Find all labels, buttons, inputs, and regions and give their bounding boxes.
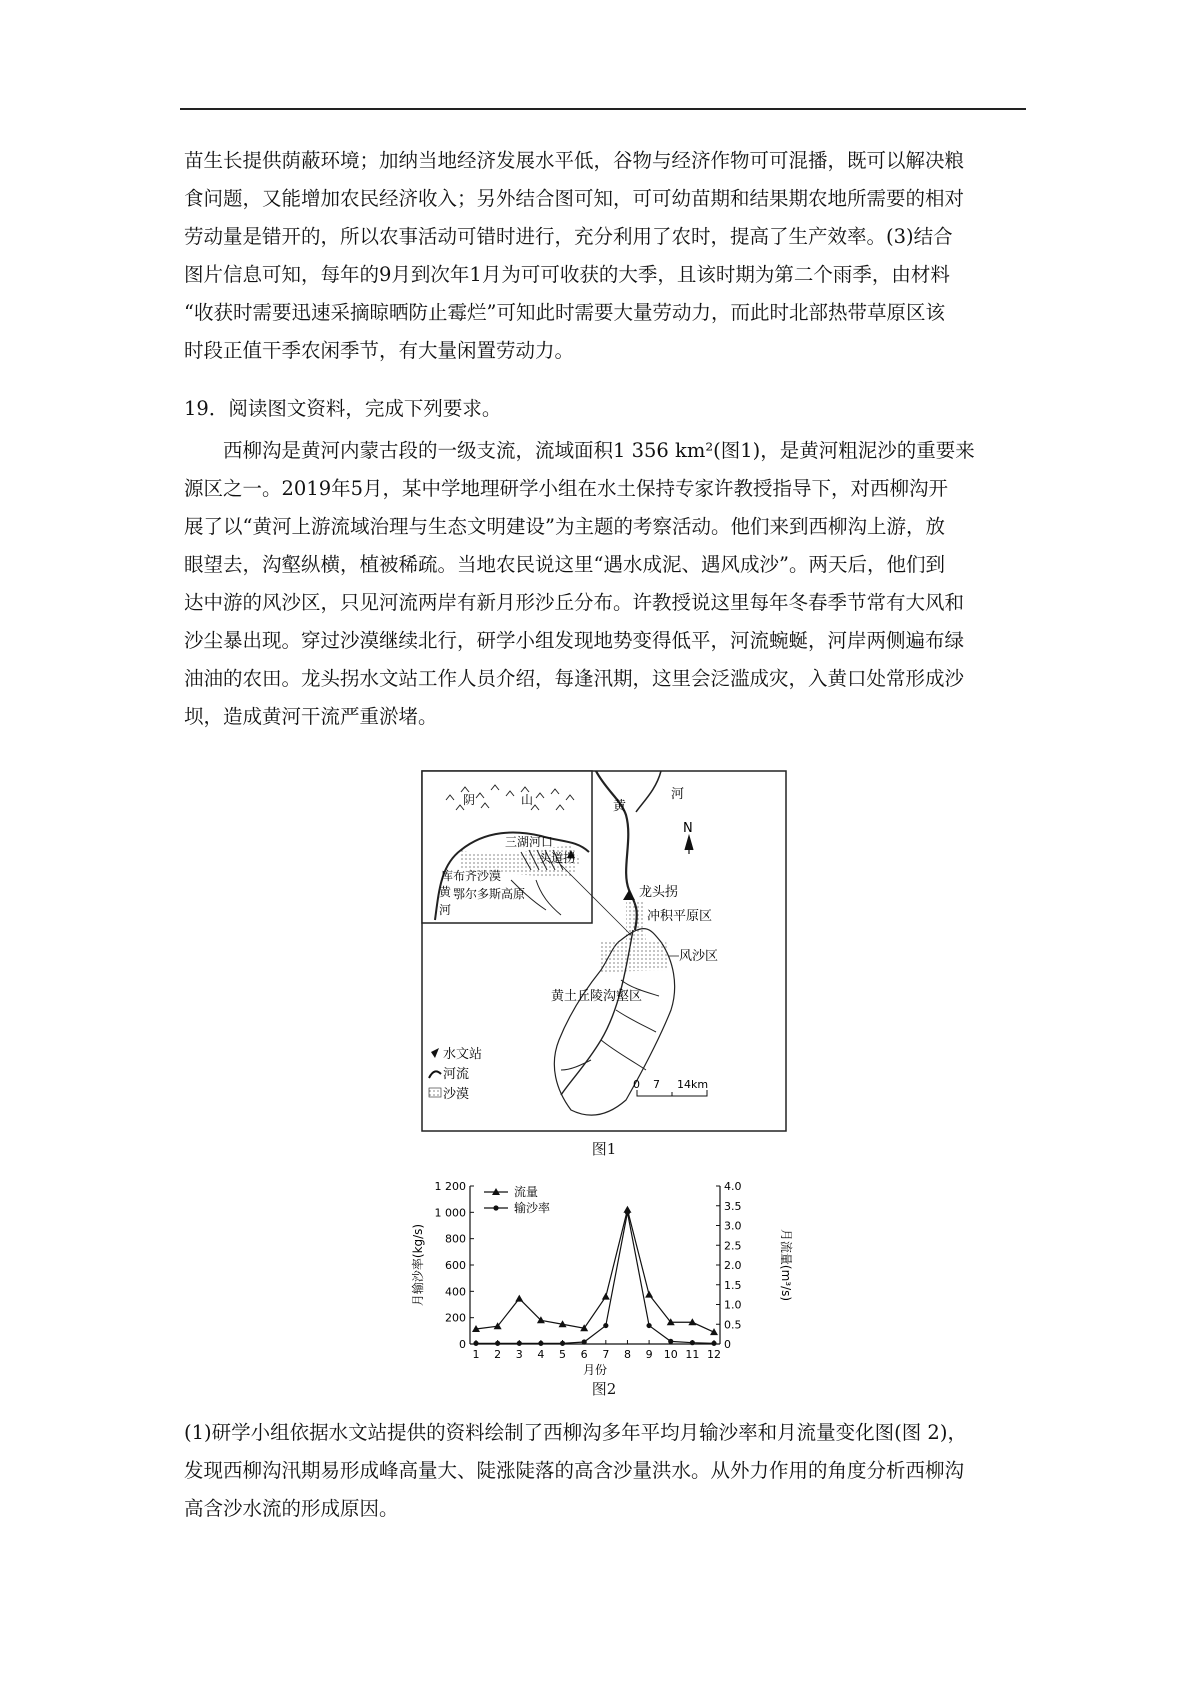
label-toudao: 头道拐 — [539, 851, 576, 865]
right-tick-label: 2.5 — [724, 1239, 742, 1253]
left-tick-label: 1 200 — [434, 1180, 466, 1193]
left-tick-label: 1 000 — [434, 1206, 466, 1220]
right-axis-title: 月流量(m³/s) — [779, 1228, 793, 1302]
subquestion-1 — [184, 1414, 1026, 1528]
flow-point — [645, 1291, 653, 1298]
legend-label-2: 输沙率 — [514, 1201, 551, 1215]
right-tick-label: 2.0 — [724, 1259, 742, 1272]
left-tick-label: 600 — [445, 1259, 466, 1272]
sediment-point — [625, 1210, 630, 1215]
flow-point — [602, 1293, 610, 1300]
plain-zone — [626, 900, 646, 940]
answer-paragraph — [184, 142, 1026, 370]
text-line: (1)研学小组依据水文站提供的资料绘制了西柳沟多年平均月输沙率和月流量变化图(图 2)， — [184, 1421, 967, 1444]
sediment-point — [668, 1339, 673, 1344]
flow-point — [515, 1295, 523, 1302]
left-tick-label: 200 — [445, 1311, 466, 1325]
label-main-he: 河 — [671, 787, 685, 802]
text-line: 眼望去，沟壑纵横，植被稀疏。当地农民说这里“遇水成泥、遇风成沙”。两天后，他们到 — [184, 553, 945, 576]
legend-river-label: 河流 — [443, 1067, 470, 1082]
x-tick-label: 1 — [472, 1348, 480, 1361]
label-longtou: 龙头拐 — [639, 885, 679, 900]
figure2-chart — [408, 1172, 798, 1376]
label-loess: 黄土丘陵沟壑区 — [551, 989, 643, 1004]
label-sanhu: 三湖河口 — [505, 835, 554, 849]
label-ordos: 鄂尔多斯高原 — [453, 887, 526, 901]
left-tick-label: 400 — [445, 1285, 466, 1299]
text-line: 图片信息可知，每年的9月到次年1月为可可收获的大季，且该时期为第二个雨季，由材料 — [184, 263, 950, 286]
right-tick-label: 3.0 — [724, 1219, 742, 1233]
text-line: 沙尘暴出现。穿过沙漠继续北行，研学小组发现地势变得低平，河流蜿蜒，河岸两侧遍布绿 — [184, 629, 965, 652]
x-tick-label: 11 — [685, 1348, 700, 1361]
x-tick-label: 4 — [537, 1348, 545, 1361]
text-line: 达中游的风沙区，只见河流两岸有新月形沙丘分布。许教授说这里每年冬春季节常有大风和 — [184, 591, 965, 614]
scale-tick-7: 7 — [653, 1078, 660, 1091]
sediment-point — [495, 1341, 500, 1346]
text-line: 高含沙水流的形成原因。 — [184, 1497, 399, 1520]
x-tick-label: 8 — [623, 1348, 631, 1361]
text-line: 源区之一。2019年5月，某中学地理研学小组在水土保持专家许教授指导下，对西柳沟开 — [184, 477, 949, 500]
text-line: 时段正值干季农闲季节，有大量闲置劳动力。 — [184, 339, 575, 362]
sediment-point — [538, 1341, 543, 1346]
right-tick-label: 1.0 — [724, 1298, 742, 1312]
x-tick-label: 5 — [559, 1348, 567, 1361]
text-line: 劳动量是错开的，所以农事活动可错时进行，充分利用了农时，提高了生产效率。(3)结合 — [184, 225, 953, 248]
x-tick-label: 2 — [494, 1348, 502, 1361]
right-tick-label: 4.0 — [724, 1180, 742, 1193]
figure2-caption: 图2 — [591, 1380, 617, 1398]
sediment-point — [517, 1341, 522, 1346]
sediment-point — [603, 1323, 608, 1328]
sand-zone — [601, 940, 669, 972]
series-line-1 — [476, 1210, 714, 1332]
question-19-stem — [184, 390, 1026, 428]
sediment-point — [646, 1323, 651, 1328]
text-line: 苗生长提供荫蔽环境；加纳当地经济发展水平低，谷物与经济作物可可混播，既可以解决粮 — [184, 149, 965, 172]
legend-desert-icon — [429, 1088, 441, 1097]
sediment-point — [560, 1341, 565, 1346]
header-rule — [180, 108, 1026, 110]
right-tick-label: 0.5 — [724, 1318, 742, 1332]
flow-point — [710, 1328, 718, 1335]
text-line: 展了以“黄河上游流域治理与生态文明建设”为主题的考察活动。他们来到西柳沟上游，放 — [184, 515, 945, 538]
label-yin: 阴 — [463, 793, 476, 807]
label-plain: 冲积平原区 — [647, 909, 713, 924]
right-tick-label: 0 — [724, 1338, 731, 1351]
label-shan: 山 — [521, 793, 534, 807]
sediment-point — [582, 1339, 587, 1344]
label-main-huang: 黄 — [613, 799, 627, 814]
x-tick-label: 10 — [663, 1348, 678, 1361]
right-tick-label: 1.5 — [724, 1278, 742, 1292]
question-19-title: 19．阅读图文资料，完成下列要求。 — [184, 397, 502, 420]
x-tick-label: 12 — [707, 1348, 721, 1361]
x-tick-label: 9 — [645, 1348, 653, 1361]
sediment-point — [711, 1341, 716, 1346]
text-line: 油油的农田。龙头拐水文站工作人员介绍，每逢汛期，这里会泛滥成灾，入黄口处常形成沙 — [184, 667, 965, 690]
text-line: 食问题，又能增加农民经济收入；另外结合图可知，可可幼苗期和结果期农地所需要的相对 — [184, 187, 965, 210]
north-label: N — [683, 821, 693, 836]
legend-desert-label: 沙漠 — [443, 1087, 470, 1102]
figure1-caption: 图1 — [591, 1140, 617, 1158]
scale-tick-14: 14km — [677, 1078, 709, 1091]
label-inset-he: 河 — [439, 903, 452, 917]
legend-dot-icon — [493, 1205, 498, 1210]
chart-layer — [410, 1180, 794, 1376]
x-axis-title: 月份 — [582, 1363, 608, 1376]
legend-label-1: 流量 — [514, 1185, 539, 1199]
label-kubuqi: 库布齐沙漠 — [441, 869, 502, 883]
left-tick-label: 800 — [445, 1232, 466, 1246]
series-line-2 — [476, 1212, 714, 1343]
label-sand: 风沙区 — [679, 949, 719, 964]
text-line: 西柳沟是黄河内蒙古段的一级支流，流域面积1 356 km²(图1)，是黄河粗泥沙的重要来 — [223, 439, 975, 462]
label-inset-huang: 黄 — [439, 885, 452, 899]
sediment-point — [473, 1341, 478, 1346]
x-tick-label: 7 — [602, 1348, 610, 1361]
text-line: “收获时需要迅速采摘晾晒防止霉烂”可知此时需要大量劳动力，而此时北部热带草原区该 — [184, 301, 945, 324]
right-tick-label: 3.5 — [724, 1199, 742, 1213]
left-tick-label: 0 — [459, 1338, 466, 1351]
sediment-point — [690, 1340, 695, 1345]
legend-station-label: 水文站 — [443, 1047, 483, 1062]
text-line: 发现西柳沟汛期易形成峰高量大、陡涨陡落的高含沙量洪水。从外力作用的角度分析西柳沟 — [184, 1459, 965, 1482]
scale-tick-0: 0 — [633, 1078, 640, 1091]
x-tick-label: 6 — [580, 1348, 588, 1361]
material-paragraph — [184, 432, 1026, 736]
x-tick-label: 3 — [515, 1348, 523, 1361]
text-line: 坝，造成黄河干流严重淤堵。 — [184, 705, 438, 728]
figure1-map — [421, 770, 787, 1132]
left-axis-title: 月输沙率(kg/s) — [411, 1223, 425, 1307]
